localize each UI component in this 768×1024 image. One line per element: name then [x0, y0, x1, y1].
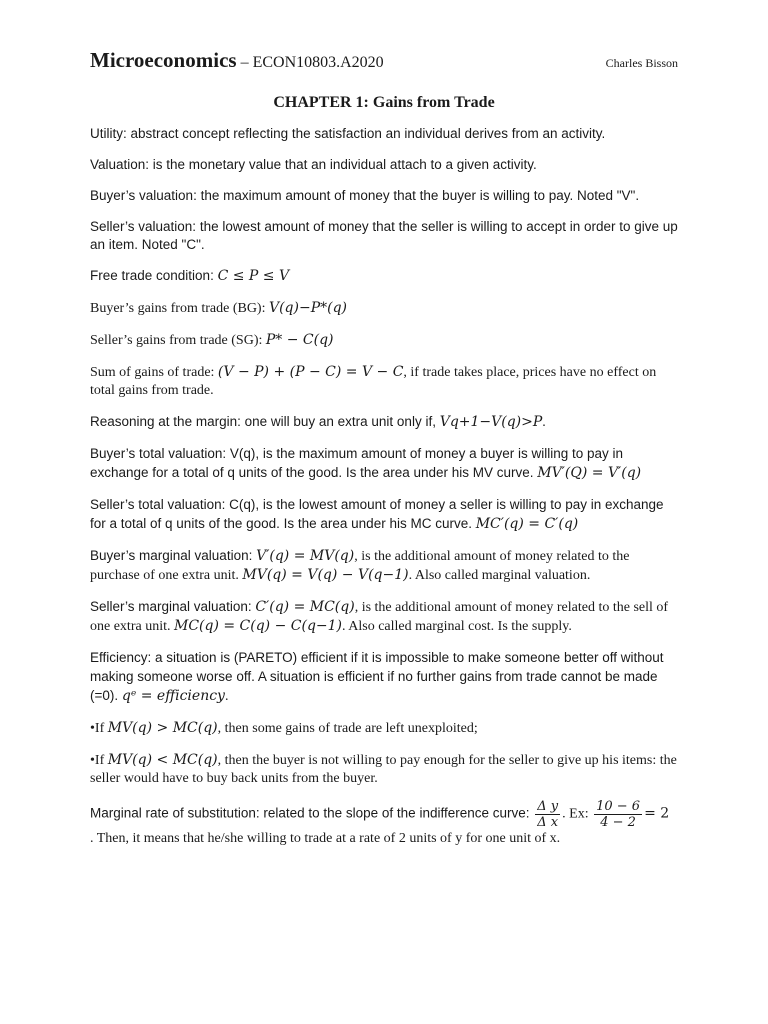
course-code: ECON10803.A2020 [252, 54, 384, 71]
bmv-formula-1: V′(q) = MV(q) [256, 548, 355, 564]
bullet-mv-greater [90, 719, 680, 738]
eff-text: Efficiency: a situation is (PARETO) efficient if it is impossible to make someone better off without making someone worse off. A situation is efficient if no further gains from trade cannot be made (=0). [90, 650, 664, 703]
sellers-marginal-valuation [90, 598, 680, 636]
free-trade-condition [90, 267, 680, 286]
example-denominator: 4 − 2 [600, 815, 636, 830]
margin-formula: Vq+1−V(q)>P [439, 414, 543, 430]
bg-label: Buyer’s gains from trade (BG): [90, 301, 269, 316]
document-body [90, 125, 680, 861]
mrs-label: Marginal rate of substitution: related to the slope of the indifference curve: [90, 805, 534, 821]
eff-end: . [224, 689, 229, 704]
sellers-gains [90, 331, 680, 350]
course-title [90, 48, 384, 73]
utility-definition: Utility: abstract concept reflecting the satisfaction an individual derives from an activity. [90, 126, 606, 141]
mrs-after: . Then, it means that he/she willing to trade at a rate of 2 units of y for one unit of x. [90, 831, 561, 846]
free-trade-formula: C ≤ P ≤ V [217, 268, 290, 284]
sg-label: Seller’s gains from trade (SG): [90, 333, 266, 348]
stv-text: Seller’s total valuation: C(q), is the lowest amount of money a seller is willing to pay in exchange for a total of q units of the good. Is the area under his MC curve. [90, 497, 664, 531]
bullet-mv-less [90, 751, 680, 788]
efficiency-definition [90, 649, 680, 706]
example-numerator: 10 − 6 [596, 799, 641, 814]
smv-end: . Also called marginal cost. Is the supply. [342, 619, 572, 634]
bullet-2-prefix: •If [90, 753, 108, 768]
bmv-mid: , is the additional amount of money related to the purchase of one extra unit. [90, 549, 630, 583]
margin-end: . [542, 415, 546, 430]
bmv-end: . Also called marginal valuation. [408, 568, 591, 583]
course-name: Microeconomics [90, 48, 237, 72]
bullet-2-text: , then the buyer is not willing to pay enough for the seller to give up his items: the seller would have to buy back units from the buyer. [90, 753, 677, 786]
free-trade-label: Free trade condition: [90, 268, 218, 283]
buyers-gains [90, 299, 680, 318]
eff-formula: qᵉ = efficiency [121, 688, 225, 704]
title-dash: – [236, 54, 253, 71]
chapter-title: CHAPTER 1: Gains from Trade [273, 94, 495, 111]
buyers-total-valuation [90, 445, 680, 483]
sellers-total-valuation [90, 496, 680, 534]
smv-formula-1: C′(q) = MC(q) [255, 599, 355, 615]
buyers-marginal-valuation [90, 547, 680, 585]
bullet-1-prefix: •If [90, 721, 108, 736]
mrs-numerator: Δ y [537, 799, 559, 814]
bg-formula: V(q)−P*(q) [268, 300, 348, 316]
sum-rest: , if trade takes place, prices have no effect on total gains from trade. [90, 365, 657, 398]
bullet-1-text: , then some gains of trade are left unexploited; [217, 721, 478, 736]
margin-label: Reasoning at the margin: one will buy an extra unit only if, [90, 414, 440, 429]
sum-formula: (V − P) + (P − C) = V − C [217, 364, 404, 380]
sg-formula: P* − C(q) [265, 332, 334, 348]
buyers-valuation-definition: Buyer’s valuation: the maximum amount of money that the buyer is willing to pay. Noted "V". [90, 188, 640, 203]
valuation-definition: Valuation: is the monetary value that an individual attach to a given activity. [90, 157, 537, 172]
marginal-rate-of-substitution [90, 799, 680, 848]
sellers-valuation-definition: Seller’s valuation: the lowest amount of money that the seller is willing to accept in order to give up an item. Noted "C". [90, 219, 678, 252]
bullet-2-formula: MV(q) < MC(q) [107, 752, 218, 768]
sum-of-gains [90, 363, 680, 400]
page-header [90, 46, 680, 76]
author-name: Charles Bisson [605, 56, 678, 70]
example-fraction [594, 799, 642, 830]
smv-label: Seller’s marginal valuation: [90, 599, 256, 614]
reasoning-at-margin [90, 413, 680, 432]
example-result: = 2 [644, 805, 670, 822]
mrs-ex: . Ex: [562, 806, 593, 822]
bmv-formula-2: MV(q) = V(q) − V(q−1) [242, 567, 409, 583]
mrs-fraction [535, 799, 560, 830]
smv-formula-2: MC(q) = C(q) − C(q−1) [173, 618, 343, 634]
sum-label: Sum of gains of trade: [90, 365, 218, 380]
smv-mid: , is the additional amount of money related to the sell of one extra unit. [90, 600, 669, 634]
stv-formula: MC′(q) = C′(q) [475, 516, 579, 532]
bmv-label: Buyer’s marginal valuation: [90, 548, 257, 563]
mrs-denominator: Δ x [537, 815, 559, 830]
btv-text: Buyer’s total valuation: V(q), is the maximum amount of money a buyer is willing to pay in exchange for a total of q units of the good. Is the area under his MV curve. [90, 446, 623, 480]
btv-formula: MV′(Q) = V′(q) [537, 465, 642, 481]
bullet-1-formula: MV(q) > MC(q) [107, 720, 218, 736]
